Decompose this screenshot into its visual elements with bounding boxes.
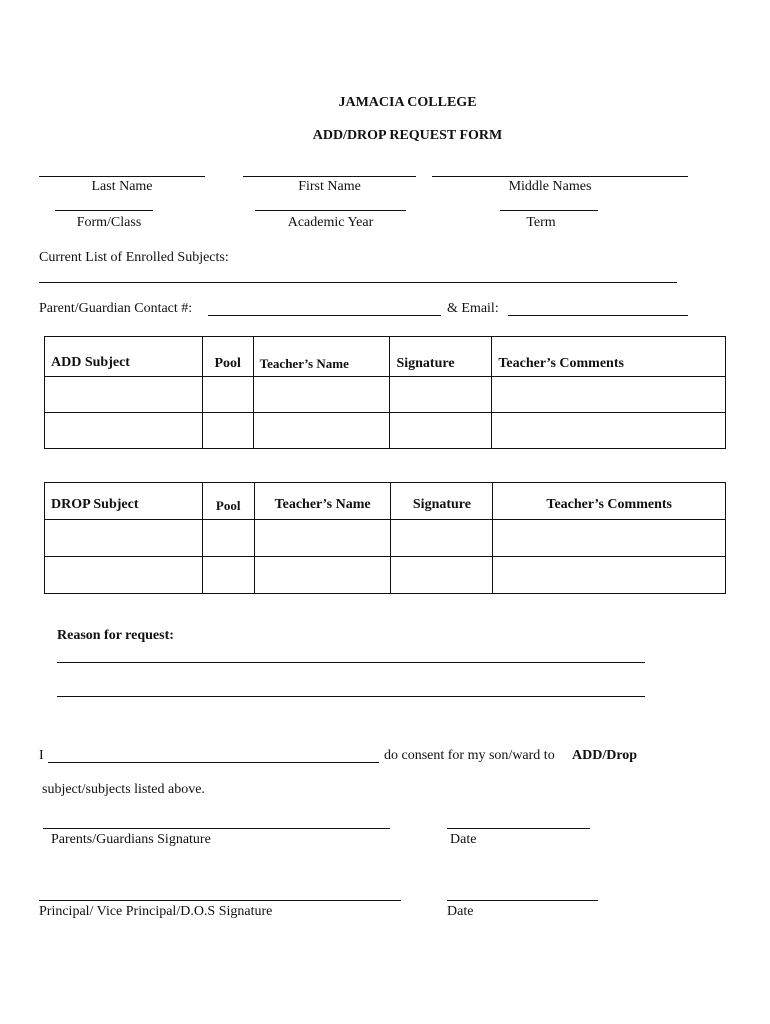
add-signature-cell[interactable] [390,377,492,413]
date-field-1[interactable] [447,828,590,829]
last-name-field[interactable] [39,176,205,177]
add-teacher-name-cell[interactable] [253,413,390,449]
form-class-field[interactable] [55,210,153,211]
college-name: JAMACIA COLLEGE [338,95,477,110]
enrolled-subjects-field[interactable] [39,282,677,283]
parent-contact-field[interactable] [208,315,441,316]
term-field[interactable] [500,210,598,211]
drop-pool-cell[interactable] [202,557,254,594]
email-field[interactable] [508,315,688,316]
first-name-label: First Name [298,179,361,194]
last-name-label: Last Name [91,179,153,194]
drop-comments-cell[interactable] [493,520,726,557]
drop-pool-header: Pool [202,483,254,520]
add-comments-header: Teacher’s Comments [492,337,726,377]
table-row [45,413,726,449]
add-table-header-row [45,337,726,377]
drop-signature-cell[interactable] [391,520,493,557]
add-subject-cell[interactable] [45,377,203,413]
academic-year-field[interactable] [255,210,406,211]
email-label: & Email: [447,301,499,316]
add-signature-cell[interactable] [390,413,492,449]
add-subject-header: ADD Subject [45,337,203,377]
reason-label: Reason for request: [57,628,174,643]
parent-signature-field[interactable] [43,828,390,829]
drop-teacher-name-header: Teacher’s Name [254,483,391,520]
drop-comments-cell[interactable] [493,557,726,594]
drop-subject-cell[interactable] [45,520,203,557]
parent-signature-label: Parents/Guardians Signature [51,832,211,847]
consent-line-2: subject/subjects listed above. [42,782,205,797]
drop-teacher-name-cell[interactable] [254,520,391,557]
middle-names-field[interactable] [432,176,688,177]
first-name-field[interactable] [243,176,416,177]
date-label-1: Date [450,832,477,847]
reason-line-1[interactable] [57,662,645,663]
drop-table-header-row [45,483,726,520]
form-class-label: Form/Class [76,215,142,230]
drop-teacher-name-cell[interactable] [254,557,391,594]
date-label-2: Date [447,904,474,919]
add-pool-cell[interactable] [202,413,253,449]
add-subject-cell[interactable] [45,413,203,449]
drop-pool-cell[interactable] [202,520,254,557]
principal-signature-field[interactable] [39,900,401,901]
add-teacher-name-header: Teacher’s Name [253,337,390,377]
drop-subject-table [44,482,726,594]
consent-text: do consent for my son/ward to [384,748,555,763]
drop-signature-header: Signature [391,483,493,520]
date-field-2[interactable] [447,900,598,901]
consent-add-drop: ADD/Drop [572,748,638,763]
add-comments-cell[interactable] [492,413,726,449]
add-signature-header: Signature [390,337,492,377]
drop-signature-cell[interactable] [391,557,493,594]
drop-subject-cell[interactable] [45,557,203,594]
table-row [45,520,726,557]
consent-name-field[interactable] [48,762,379,763]
parent-contact-label: Parent/Guardian Contact #: [39,301,193,316]
table-row [45,377,726,413]
form-title: ADD/DROP REQUEST FORM [312,128,503,143]
drop-subject-header: DROP Subject [45,483,203,520]
add-teacher-name-cell[interactable] [253,377,390,413]
principal-signature-label: Principal/ Vice Principal/D.O.S Signature [39,904,273,919]
table-row [45,557,726,594]
enrolled-subjects-label: Current List of Enrolled Subjects: [39,250,229,265]
term-label: Term [526,215,556,230]
consent-prefix: I [39,748,44,763]
add-pool-cell[interactable] [202,377,253,413]
middle-names-label: Middle Names [508,179,592,194]
add-pool-header: Pool [202,337,253,377]
add-subject-table [44,336,726,449]
drop-comments-header: Teacher’s Comments [493,483,726,520]
academic-year-label: Academic Year [287,215,374,230]
reason-line-2[interactable] [57,696,645,697]
add-comments-cell[interactable] [492,377,726,413]
